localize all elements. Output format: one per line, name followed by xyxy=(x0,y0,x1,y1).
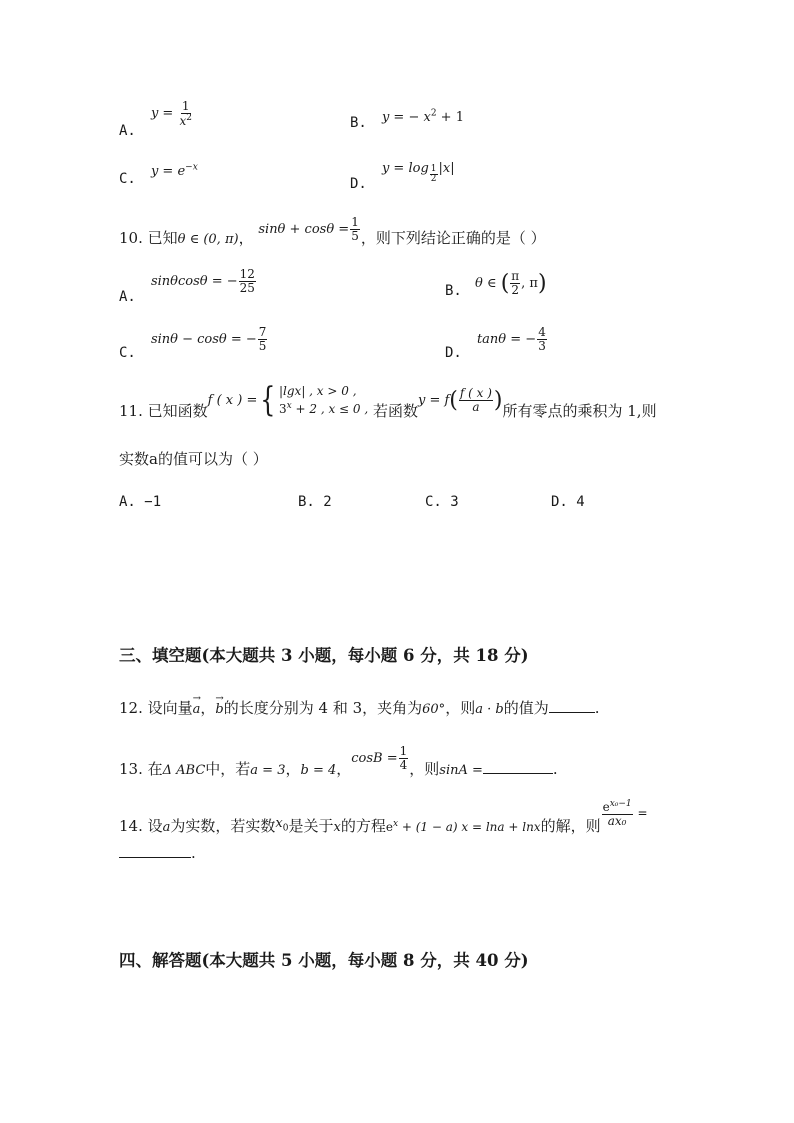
q11-stem: 11. 已知函数f ( x ) ={ |lgx| , x > 0 , $3^x + 2$ , x ≤ 0 , 若函数y = f( $\frac{f ( x )}{a}$ )所有零点的乘积为 1,则 xyxy=(119,380,657,420)
q10-option-a: A. sinθcosθ = − $\frac{12}{25}$ xyxy=(119,267,255,305)
answer-blank[interactable] xyxy=(119,856,191,858)
option-label: D. xyxy=(445,344,462,361)
answer-blank[interactable] xyxy=(549,711,595,713)
option-label: A. xyxy=(119,288,136,305)
q11-option-a: A. −1 xyxy=(119,494,162,510)
q10-option-d: D. tanθ = − $\frac{4}{3}$ xyxy=(445,325,546,361)
option-label: C. xyxy=(119,344,136,361)
log-base: $\frac{1}{2}$ xyxy=(430,163,437,184)
section-3-title: 三、填空题(本大题共 3 小题，每小题 6 分，共 18 分) xyxy=(119,646,529,665)
math-expr: y = xyxy=(150,106,174,122)
q14-line2: . xyxy=(119,844,196,862)
vector-b: → b xyxy=(215,693,224,717)
option-label: D. xyxy=(350,176,367,192)
q13: 13. 在Δ ABC中，若a = 3，b = 4，cosB = $\frac{1}{4}$ ，则sinA = . xyxy=(119,744,558,778)
q9-option-c: C. $y = e^{-x}$ xyxy=(119,162,198,187)
option-label: A. xyxy=(119,123,136,140)
q10-option-c: C. sinθ − cosθ = − $\frac{7}{5}$ xyxy=(119,325,267,361)
q11-option-c: C. 3 xyxy=(425,494,459,510)
q12: 12. 设向量 → a， → b的长度分别为 4 和 3，夹角为60°，则a · b的值为 . xyxy=(119,693,600,717)
math-expr: y = e xyxy=(150,164,186,179)
math-expr: y = − x xyxy=(381,110,431,125)
q9-option-a xyxy=(119,99,194,140)
fraction: $\frac{1}{x^2}$ xyxy=(179,99,192,128)
q11-line2: 实数a的值可以为（ ） xyxy=(119,450,268,468)
q14: 14. 设a为实数，若实数$x_0$是关于x的方程$_{e^x + (1 - a) x = lna + lnx}$的解，则 $\frac{e^{x_0-1}}{\text{ax₀}}$ = xyxy=(119,799,648,836)
option-label: C. xyxy=(119,171,136,187)
option-label: B. xyxy=(445,282,462,299)
section-4-title: 四、解答题(本大题共 5 小题，每小题 8 分，共 40 分) xyxy=(119,951,529,970)
q11-option-b: B. 2 xyxy=(298,494,332,510)
q11-option-d: D. 4 xyxy=(551,494,585,510)
option-label: B. xyxy=(350,115,367,131)
answer-blank[interactable] xyxy=(483,772,553,774)
vector-a: → a xyxy=(192,693,202,717)
q10-stem: 10. 已知θ ∈ (0, π)， sinθ + cosθ = $\frac{1}{5}$ ，则下列结论正确的是（ ） xyxy=(119,215,546,247)
q10-option-b: B. θ ∈ ( $\frac{\pi}{2}$ , π) xyxy=(445,269,547,299)
math-expr: y = log xyxy=(381,161,429,176)
q9-option-d: D. y = log $\frac{1}{2}$ |x| xyxy=(350,161,455,192)
q9-option-b: B. y = − $x^2 + 1$ xyxy=(350,108,464,131)
